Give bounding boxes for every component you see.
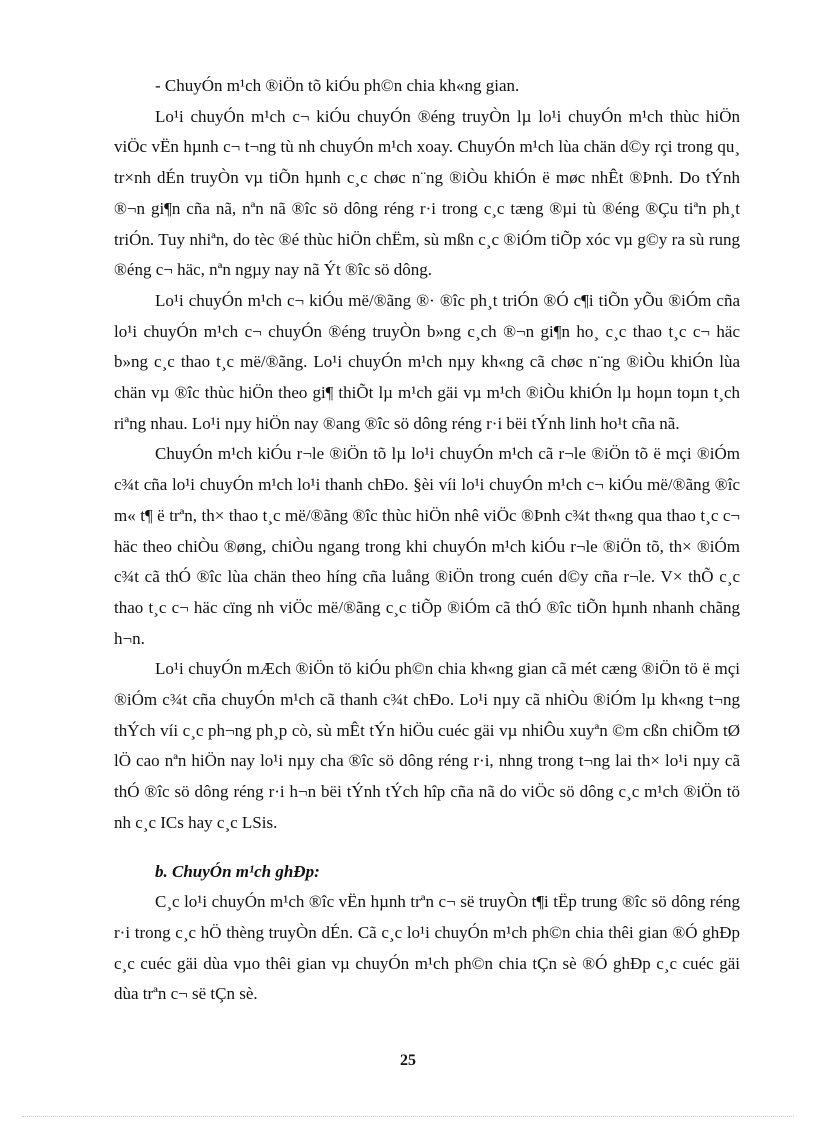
paragraph-mechanical-open-close-switch: Lo¹i chuyÓn m¹ch c¬ kiÓu më/®ãng ®· ®îc ph¸t triÓn ®Ó c¶i tiÕn yÕu ®iÓm cña lo¹i chuyÓn m¹ch c¬ chuyÓn ®éng truyÒn b»ng c¸ch ®¬n gi¶n ho¸ c¸c thao t¸c c¬ häc b»ng c¸c thao t¸c më/®ãng. Lo¹i chuyÓn m¹ch nµy kh«ng cã chøc n¨ng ®iÒu khiÓn lùa chän vµ ®îc thùc hiÖn theo gi¶ thiÕt lµ m¹ch gäi vµ m¹ch ®iÒu khiÓn lµ hoµn toµn t¸ch riªng nhau. Lo¹i nµy hiÖn nay ®ang ®îc sö dông réng r·i bëi tÝnh linh ho¹t cña nã. (114, 290, 740, 433)
paragraph-mechanical-motion-switch: Lo¹i chuyÓn m¹ch c¬ kiÓu chuyÓn ®éng truyÒn lµ lo¹i chuyÓn m¹ch thùc hiÖn viÖc vËn hµnh c¬ t¬ng tù nh chuyÓn m¹ch xoay. ChuyÓn m¹ch lùa chän d©y rçi trong qu¸ tr×nh dÉn truyÒn vµ tiÕn hµnh c¸c chøc n¨ng ®iÒu khiÓn ë møc nhÊt ®Þnh. Do tÝnh ®¬n gi¶n cña nã, nªn nã ®îc sö dông réng r·i trong c¸c tæng ®µi tù ®éng ®Çu tiªn ph¸t triÓn. Tuy nhiªn, do tèc ®é thùc hiÖn chËm, sù mßn c¸c ®iÓm tiÕp xóc vµ g©y ra sù rung ®éng c¬ häc, nªn ngµy nay nã Ýt ®îc sö dông. (114, 106, 740, 280)
paragraph-multiplex-switching: C¸c lo¹i chuyÓn m¹ch ®îc vËn hµnh trªn c¬ së truyÒn t¶i tËp trung ®îc sö dông réng r·i trong c¸c hÖ thèng truyÒn dÉn. Cã c¸c lo¹i chuyÓn m¹ch ph©n chia thêi gian ®Ó ghÐp c¸c cuéc gäi dùa vµo thêi gian vµ chuyÓn m¹ch ph©n chia tÇn sè ®Ó ghÐp c¸c cuéc gäi dùa trªn c¬ së tÇn sè. (114, 892, 740, 1004)
section-heading-multiplex-switching: b. ChuyÓn m¹ch ghÐp: (155, 861, 320, 881)
paragraph-electronic-space-division-switch: Lo¹i chuyÓn mÆch ®iÖn tö kiÓu ph©n chia kh«ng gian cã mét cæng ®iÖn tö ë mçi ®iÓm c¾t cña chuyÓn m¹ch cã thanh c¾t chÐo. Lo¹i nµy cã nhiÒu ®iÓm lµ kh«ng t¬ng thÝch víi c¸c ph¬ng ph¸p cò, sù mÊt tÝn hiÖu cuéc gäi vµ nhiÔu xuyªn ©m cßn chiÕm tØ lÖ cao nªn hiÖn nay lo¹i nµy cha ®îc sö dông réng r·i, nhng trong t¬ng lai th× lo¹i nµy cã thÓ ®îc sö dông réng r·i h¬n bëi tÝnh tÝch hîp cña nã do viÖc sö dông c¸c m¹ch ®iÖn tö nh c¸c ICs hay c¸c LSis. (114, 659, 740, 832)
page-bottom-divider (22, 1116, 794, 1117)
paragraph-electromagnetic-relay-switch: ChuyÓn m¹ch kiÓu r¬le ®iÖn tõ lµ lo¹i chuyÓn m¹ch cã r¬le ®iÖn tõ ë mçi ®iÓm c¾t cña lo¹i chuyÓn m¹ch lo¹i thanh chÐo. §èi víi lo¹i chuyÓn m¹ch c¬ kiÓu më/®ãng ®îc m« t¶ ë trªn, th× thao t¸c më/®ãng ®îc thùc hiÖn nhê viÖc ®Þnh c¾t th«ng qua thao t¸c c¬ häc theo chiÒu ®øng, chiÒu ngang trong khi chuyÓn m¹ch kiÓu r¬le ®iÖn tõ, th× ®iÓm c¾t cã thÓ ®îc lùa chän theo híng cña luång ®iÖn trong cuén d©y cña r¬le. V× thÕ c¸c thao t¸c c¬ häc cïng nh viÖc më/®ãng c¸c tiÕp ®iÓm cã thÓ ®îc tiÕn hµnh nhanh chãng h¬n. (114, 444, 740, 648)
page-number: 25 (400, 1052, 416, 1069)
paragraph-space-division-intro: - ChuyÓn m¹ch ®iÖn tõ kiÓu ph©n chia kh«ng gian. (155, 76, 520, 95)
page-body (114, 71, 740, 1010)
